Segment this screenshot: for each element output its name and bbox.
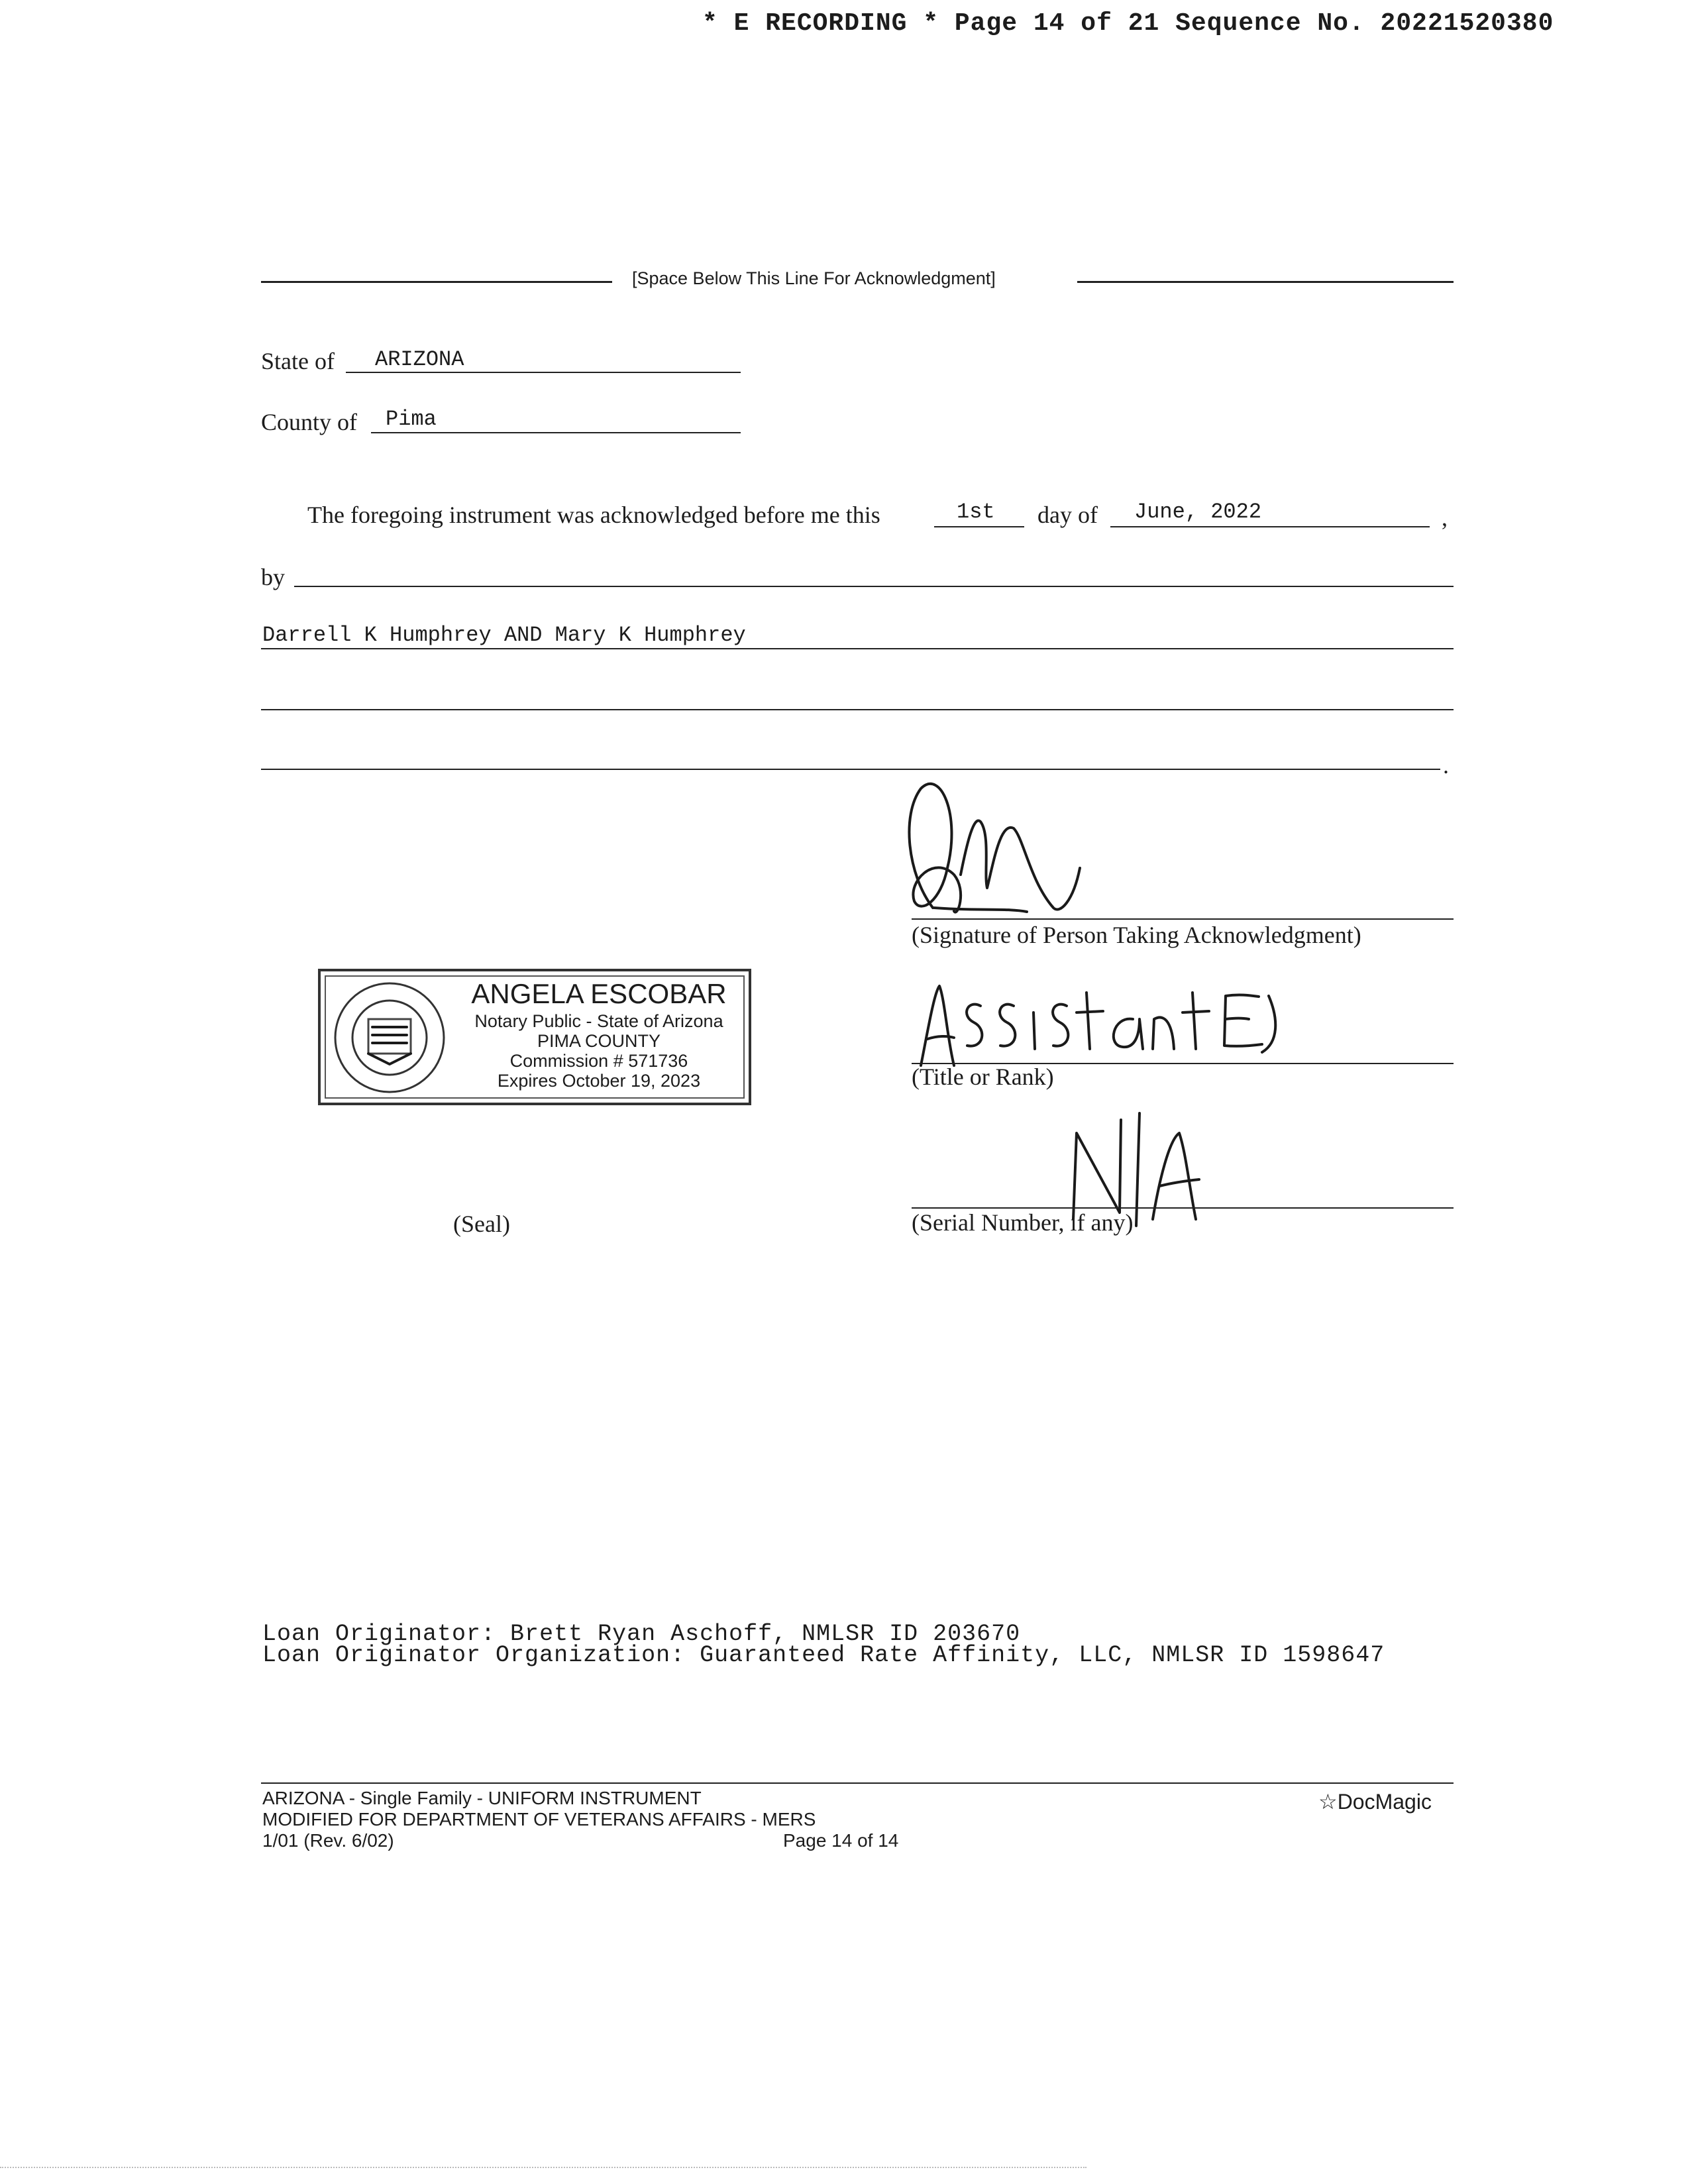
day-line	[934, 526, 1024, 527]
serial-caption: (Serial Number, if any)	[912, 1209, 1134, 1236]
footer-line-1: ARIZONA - Single Family - UNIFORM INSTRUMENT	[262, 1788, 702, 1808]
state-value: ARIZONA	[375, 347, 464, 372]
county-label: County of	[261, 409, 358, 435]
footer-line-2: MODIFIED FOR DEPARTMENT OF VETERANS AFFAIRS - MERS	[262, 1809, 816, 1829]
names-line	[261, 648, 1454, 649]
footer-page: Page 14 of 14	[783, 1830, 899, 1851]
seal-line-2: PIMA COUNTY	[537, 1031, 661, 1051]
seal-line-4: Expires October 19, 2023	[497, 1071, 701, 1091]
title-caption: (Title or Rank)	[912, 1064, 1054, 1090]
state-label: State of	[261, 348, 335, 374]
loan-originator: Loan Originator: Brett Ryan Aschoff, NMLSR ID 203670	[262, 1621, 1021, 1647]
blank-line-1	[261, 709, 1454, 710]
footer-rule	[261, 1782, 1454, 1784]
by-label: by	[261, 564, 285, 590]
state-line	[346, 372, 741, 373]
divider-right	[1077, 281, 1454, 283]
blank-line-2	[261, 769, 1440, 770]
acknowledgment-text: The foregoing instrument was acknowledged before me this	[307, 502, 880, 528]
acknowledgment-divider-label: [Space Below This Line For Acknowledgment]	[632, 268, 996, 288]
seal-name: ANGELA ESCOBAR	[471, 978, 727, 1009]
date-line	[1110, 526, 1430, 527]
recording-header: * E RECORDING * Page 14 of 21 Sequence No. 20221520380	[702, 9, 1554, 38]
docmagic-brand	[1318, 1789, 1432, 1814]
acknowledgment-date: June, 2022	[1134, 500, 1262, 524]
docmagic-label: DocMagic	[1337, 1790, 1432, 1814]
divider-left	[261, 281, 612, 283]
state-seal-emblem	[330, 978, 449, 1097]
notary-seal	[318, 969, 751, 1105]
loan-originator-organization: Loan Originator Organization: Guaranteed Rate Affinity, LLC, NMLSR ID 1598647	[262, 1642, 1385, 1668]
county-line	[371, 432, 741, 433]
seal-line-3: Commission # 571736	[509, 1051, 688, 1071]
signature-caption: (Signature of Person Taking Acknowledgment)	[912, 922, 1361, 948]
star-icon: ☆	[1318, 1790, 1338, 1814]
title-handwriting	[908, 979, 1279, 1072]
scan-edge	[0, 2167, 1086, 2168]
blank-line-period: .	[1443, 752, 1449, 779]
notary-signature	[894, 775, 1173, 928]
county-value: Pima	[386, 407, 437, 431]
seal-caption: (Seal)	[453, 1211, 510, 1237]
acknowledgment-names: Darrell K Humphrey AND Mary K Humphrey	[262, 623, 746, 647]
seal-line-1: Notary Public - State of Arizona	[474, 1011, 723, 1031]
footer-line-3: 1/01 (Rev. 6/02)	[262, 1830, 394, 1851]
signature-line	[912, 918, 1454, 920]
by-line	[294, 586, 1454, 587]
date-comma: ,	[1442, 504, 1448, 531]
acknowledgment-day: 1st	[957, 500, 995, 524]
day-of-label: day of	[1037, 502, 1098, 528]
